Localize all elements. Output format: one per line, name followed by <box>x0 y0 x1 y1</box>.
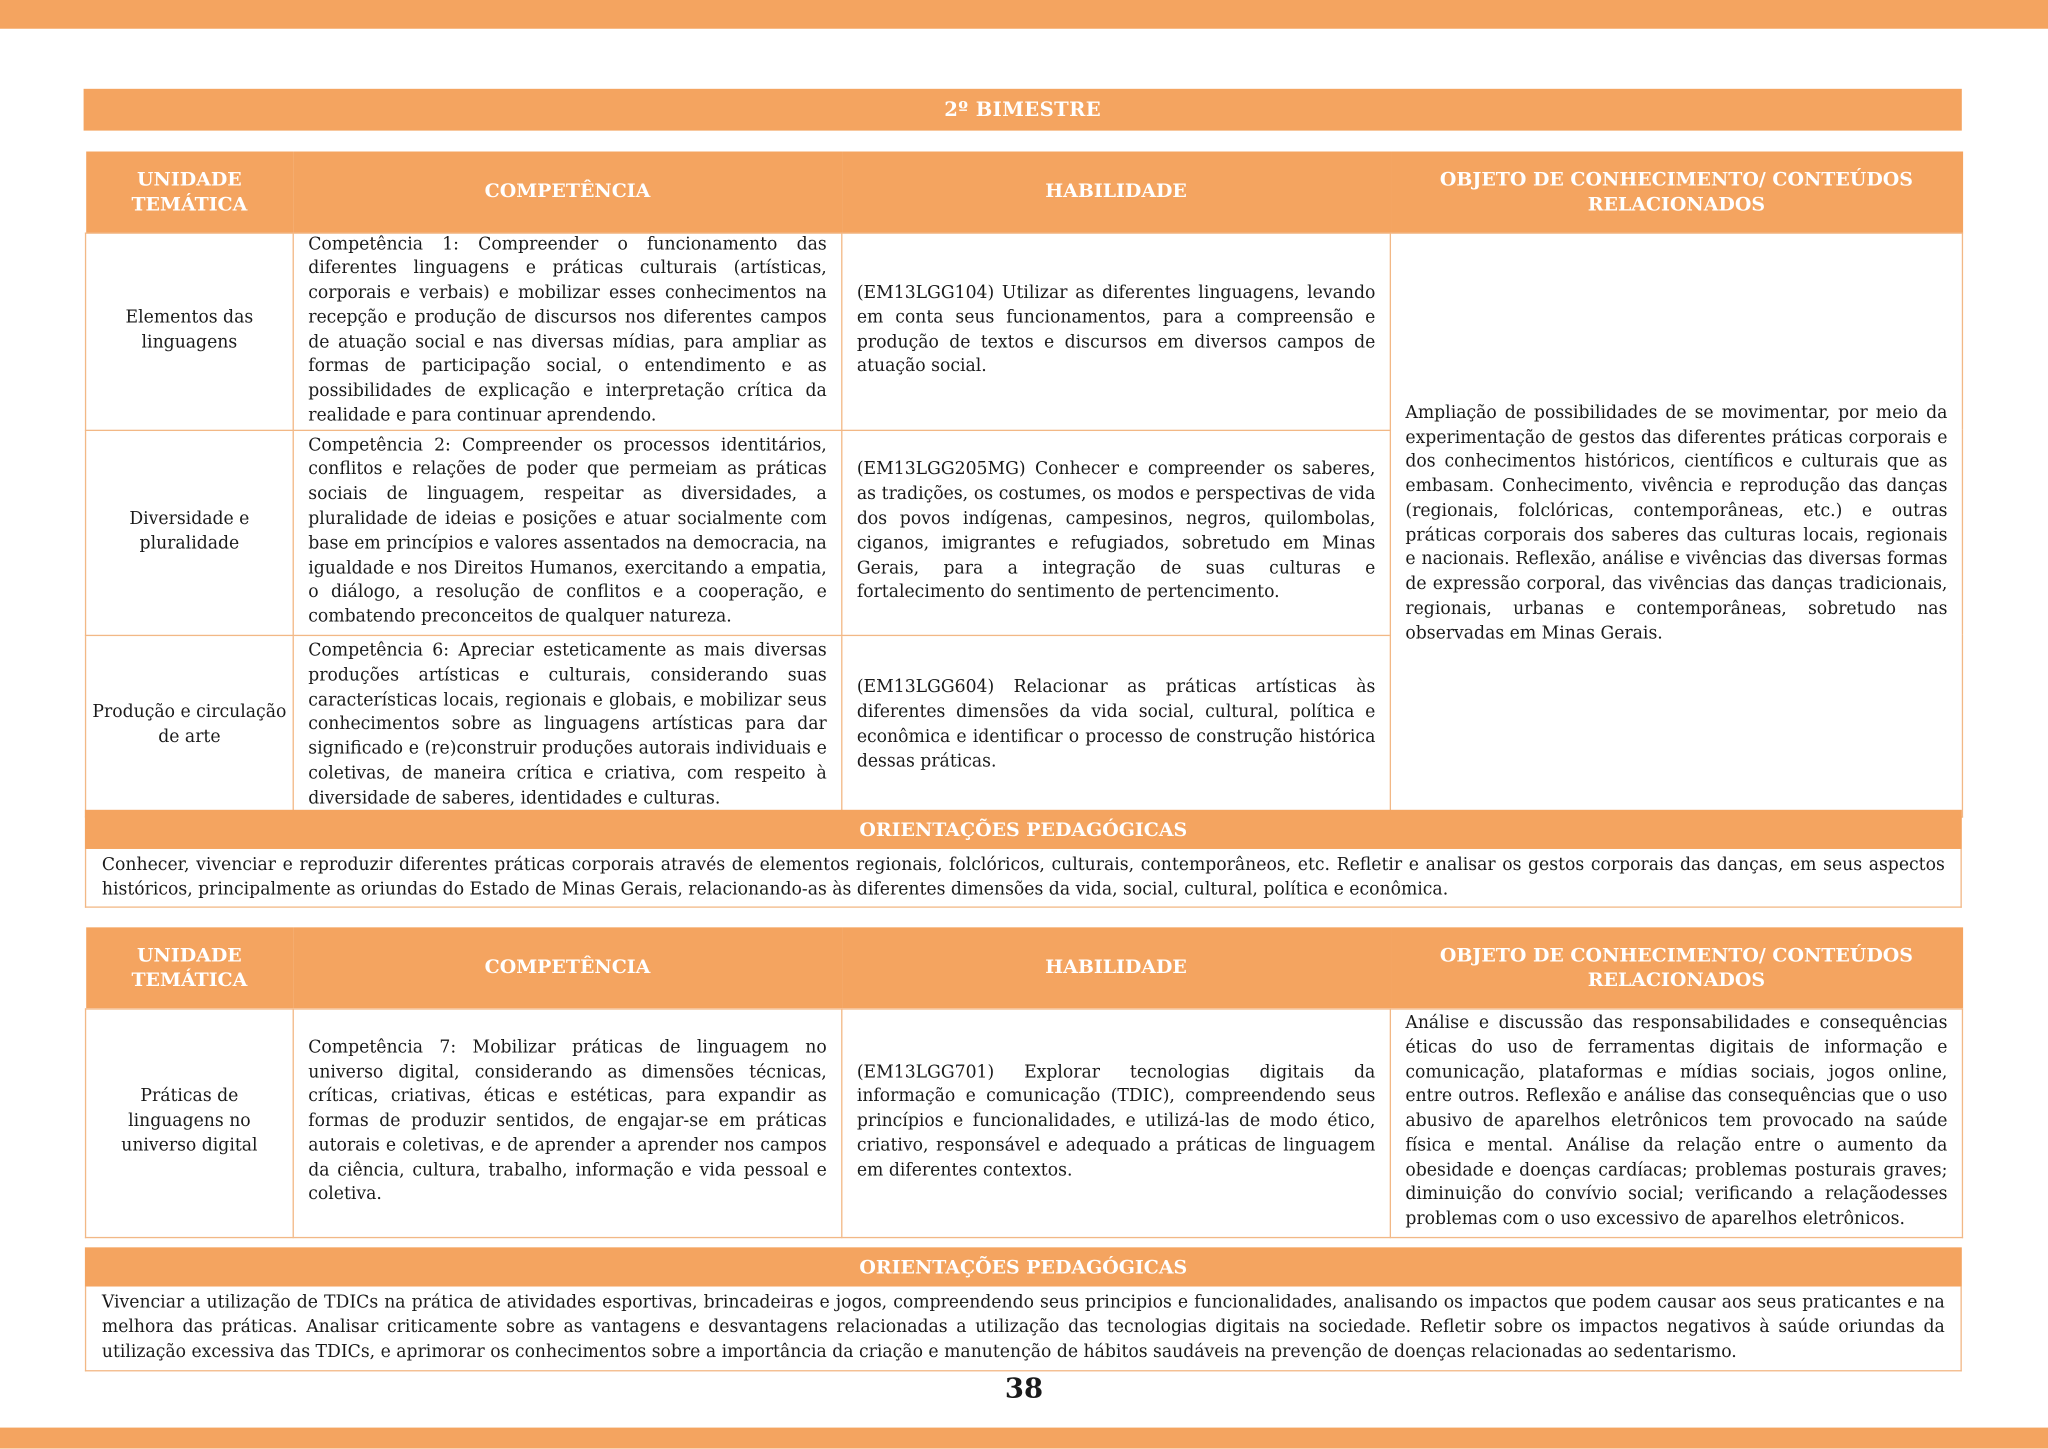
cell-unidade: Diversidade e pluralidade <box>86 430 294 635</box>
cell-objeto-conhecimento: Ampliação de possibilidades de se movimentar, por meio da experimentação de gestos das diferentes práticas corporais e dos conhecimentos históricos, científicos e culturais que as embasam. Conhecimento, vivência e reprodução das danças (regionais, folclóricas, contemporâneas, etc.) e outras práticas corporais dos saberes das culturas locais, regionais e nacionais. Reflexão, análise e vivências das diversas formas de expressão corporal, das vivências das danças tradicionais, regionais, urbanas e contemporâneas, sobretudo nas observadas em Minas Gerais. <box>1390 232 1962 816</box>
cell-competencia: Competência 7: Mobilizar práticas de linguagem no universo digital, considerando as dimensões técnicas, críticas, criativas, éticas e estéticas, para expandir as formas de produzir sentidos, de engajar-se em práticas autorais e coletivas, e de aprender a aprender nos campos da ciência, cultura, trabalho, informação e vida pessoal e coletiva. <box>293 1008 842 1237</box>
cell-competencia: Competência 6: Apreciar esteticamente as mais diversas produções artísticas e culturais, considerando suas características locais, regionais e globais, e mobilizar seus conhecimentos sobre as linguagens artísticas para dar significado e (re)construir produções autorais individuais e coletivas, de maneira crítica e criativa, com respeito à diversidade de saberes, identidades e culturas. <box>293 635 842 817</box>
top-decorative-stripe <box>0 0 2048 29</box>
header-objeto-conhecimento: OBJETO DE CONHECIMENTO/ CONTEÚDOS RELACIONADOS <box>1390 152 1962 233</box>
table-row <box>86 232 1963 430</box>
cell-habilidade: (EM13LGG701) Explorar tecnologias digitais da informação e comunicação (TDIC), compreendendo seus princípios e funcionalidades, e utilizá-las de modo ético, criativo, responsável e adequado a práticas de linguagem em diferentes contextos. <box>842 1008 1391 1237</box>
cell-unidade: Produção e circulação de arte <box>86 635 294 817</box>
curriculum-table-1 <box>85 152 1963 818</box>
cell-habilidade: (EM13LGG104) Utilizar as diferentes linguagens, levando em conta seus funcionamentos, para a compreensão e produção de textos e discursos em diversos campos de atuação social. <box>842 232 1391 430</box>
orientacoes-pedagogicas-text: Conhecer, vivenciar e reproduzir diferentes práticas corporais através de elementos regionais, folclóricos, culturais, contemporâneos, etc. Refletir e analisar os gestos corporais das danças, em seus aspectos históricos, principalmente as oriundas do Estado de Minas Gerais, relacionando-as às diferentes dimensões da vida, social, cultural, política e econômica. <box>85 849 1962 908</box>
orientacoes-pedagogicas-text: Vivenciar a utilização de TDICs na prática de atividades esportivas, brincadeiras e jogos, compreendendo seus principios e funcionalidades, analisando os impactos que podem causar aos seus praticantes e na melhora das práticas. Analisar criticamente sobre as vantagens e desvantagens relacionadas a utilização das tecnologias digitais na sociedade. Refletir sobre os impactos negativos à saúde oriundas da utilização excessiva das TDICs, e aprimorar os conhecimentos sobre a importância da criação e manutenção de hábitos saudáveis na prevenção de doenças relacionadas ao sedentarismo. <box>85 1287 1962 1372</box>
header-competencia: COMPETÊNCIA <box>293 927 842 1008</box>
header-competencia: COMPETÊNCIA <box>293 152 842 233</box>
curriculum-table-2 <box>85 927 1963 1237</box>
cell-competencia: Competência 2: Compreender os processos identitários, conflitos e relações de poder que permeiam as práticas sociais de linguagem, respeitar as diversidades, a pluralidade de ideias e posições e atuar socialmente com base em princípios e valores assentados na democracia, na igualdade e nos Direitos Humanos, exercitando a empatia, o diálogo, a resolução de conflitos e a cooperação, e combatendo preconceitos de qualquer natureza. <box>293 430 842 635</box>
cell-competencia: Competência 1: Compreender o funcionamento das diferentes linguagens e práticas culturais (artísticas, corporais e verbais) e mobilizar esses conhecimentos na recepção e produção de discursos nos diferentes campos de atuação social e nas diversas mídias, para ampliar as formas de participação social, o entendimento e as possibilidades de explicação e interpretação crítica da realidade e para continuar aprendendo. <box>293 232 842 430</box>
page-number: 38 <box>1004 1371 1044 1405</box>
orientacoes-pedagogicas-title: ORIENTAÇÕES PEDAGÓGICAS <box>85 810 1962 849</box>
cell-habilidade: (EM13LGG604) Relacionar as práticas artísticas às diferentes dimensões da vida social, cultural, política e econômica e identificar o processo de construção histórica dessas práticas. <box>842 635 1391 817</box>
table-header-row <box>86 152 1963 233</box>
table-row <box>86 1008 1963 1237</box>
bottom-decorative-stripe <box>0 1428 2048 1449</box>
header-unidade-tematica: UNIDADE TEMÁTICA <box>86 927 294 1008</box>
header-unidade-tematica: UNIDADE TEMÁTICA <box>86 152 294 233</box>
table-header-row <box>86 927 1963 1008</box>
header-habilidade: HABILIDADE <box>842 152 1391 233</box>
header-objeto-conhecimento: OBJETO DE CONHECIMENTO/ CONTEÚDOS RELACIONADOS <box>1390 927 1962 1008</box>
bimestre-title: 2º BIMESTRE <box>84 89 1962 131</box>
cell-habilidade: (EM13LGG205MG) Conhecer e compreender os saberes, as tradições, os costumes, os modos e perspectivas de vida dos povos indígenas, campesinos, negros, quilombolas, ciganos, imigrantes e refugiados, sobretudo em Minas Gerais, para a integração de suas culturas e fortalecimento do sentimento de pertencimento. <box>842 430 1391 635</box>
orientacoes-pedagogicas-title: ORIENTAÇÕES PEDAGÓGICAS <box>85 1247 1962 1286</box>
cell-unidade: Elementos das linguagens <box>86 232 294 430</box>
cell-unidade: Práticas de linguagens no universo digital <box>86 1008 294 1237</box>
header-habilidade: HABILIDADE <box>842 927 1391 1008</box>
cell-objeto-conhecimento: Análise e discussão das responsabilidades e consequências éticas do uso de ferramentas digitais de informação e comunicação, plataformas e mídias sociais, jogos online, entre outros. Reflexão e análise das consequências que o uso abusivo de aparelhos eletrônicos tem provocado na saúde física e mental. Análise da relação entre o aumento da obesidade e doenças cardíacas; problemas posturais graves; diminuição do convívio social; verificando a relaçãodesses problemas com o uso excessivo de aparelhos eletrônicos. <box>1390 1008 1962 1237</box>
